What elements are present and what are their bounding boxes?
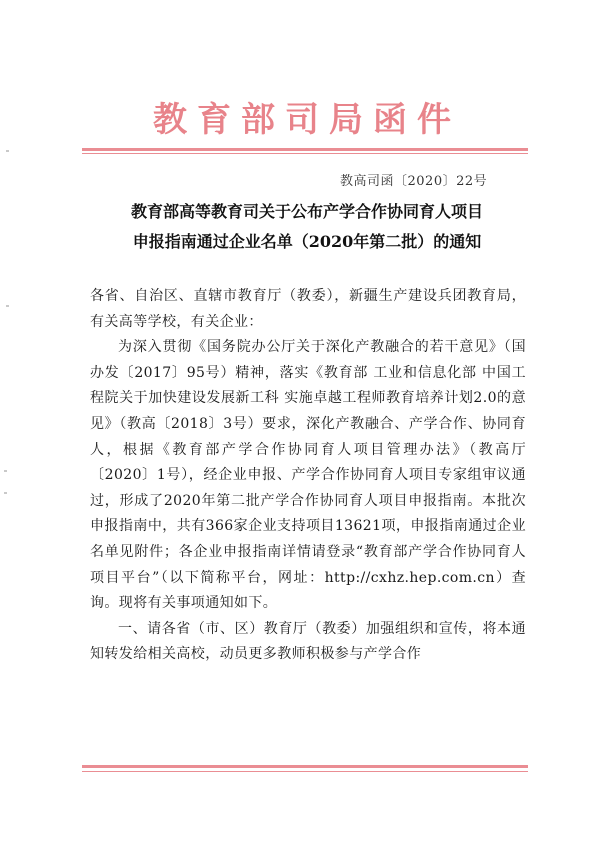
footer-rule-thick (82, 765, 528, 768)
body-paragraph-2: 一、请各省（市、区）教育厅（教委）加强组织和宣传，将本通知转发给相关高校，动员更多教师积极参与产学合作 (90, 620, 526, 663)
document-title-line-1: 教育部高等教育司关于公布产学合作协同育人项目 (130, 202, 483, 221)
scan-edge-mark (6, 150, 9, 152)
scan-edge-mark (6, 305, 9, 307)
footer-rule-thin (82, 771, 528, 772)
letterhead-rule-thick (82, 148, 528, 151)
document-title-line-2: 申报指南通过企业名单（2020年第二批）的通知 (132, 232, 482, 251)
letterhead-rule-thin (82, 153, 528, 154)
letterhead-title: 教育部司局函件 (153, 100, 461, 140)
addressee-paragraph: 各省、自治区、直辖市教育厅（教委），新疆生产建设兵团教育局，有关高等学校，有关企业： (90, 288, 526, 330)
body-paragraph-1: 为深入贯彻《国务院办公厅关于深化产教融合的若干意见》（国办发〔2017〕95号）精神，落实《教育部 工业和信息化部 中国工程院关于加快建设发展新工科 实施卓越工程师教育培养计划2.0的意见》（教高〔2018〕3号）要求，深化产教融合、产学合作、协同育人，根据《教育部产学合作协同育人项目管理办法》（教高厅〔2020〕1号），经企业申报、产学合作协同育人项目专家组审议通过，形成了2020年第二批产学合作协同育人项目申报指南。本批次申报指南中，共有366家企业支持项目13621项，申报指南通过企业名单见附件；各企业申报指南详情请登录“教育部产学合作协同育人项目平台”（以下简称平台，网址：http://cxhz.hep.com.cn）查询。现将有关事项通知如下。 (90, 339, 526, 612)
scan-edge-mark (4, 492, 7, 494)
document-number: 教高司函〔2020〕22号 (340, 174, 488, 189)
scan-edge-mark (4, 470, 7, 472)
document-body (90, 284, 526, 668)
